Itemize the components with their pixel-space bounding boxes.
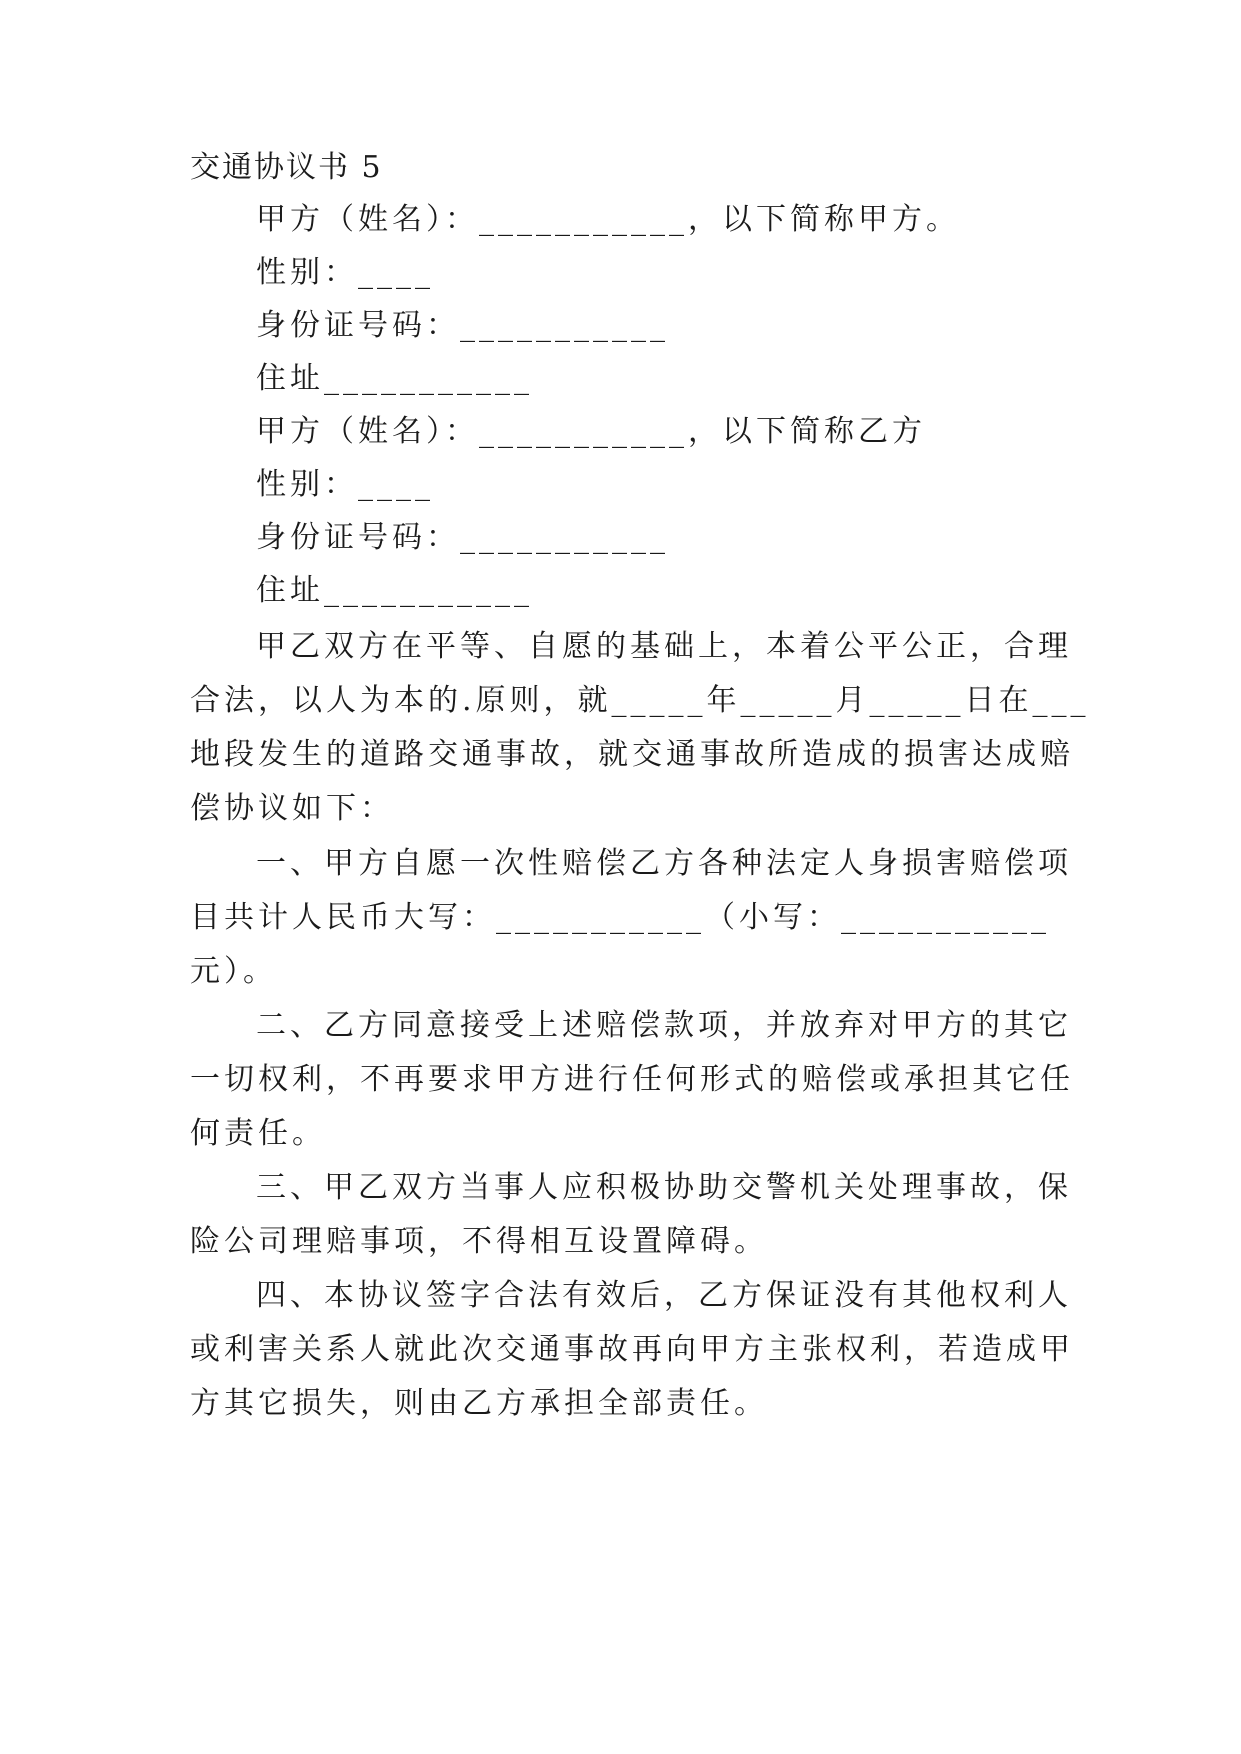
party-b-id-number: 身份证号码：___________: [256, 520, 669, 555]
clause3-line-1: 三、甲乙双方当事人应积极协助交警机关处理事故，保: [256, 1170, 1072, 1205]
clause4-line-1: 四、本协议签字合法有效后，乙方保证没有其他权利人: [256, 1278, 1072, 1313]
party-a-id-number: 身份证号码：___________: [256, 308, 669, 343]
intro-line-1: 甲乙双方在平等、自愿的基础上，本着公平公正，合理: [256, 629, 1072, 664]
party-a-address: 住址___________: [256, 361, 533, 396]
document-title: 交通协议书 5: [190, 150, 383, 185]
intro-line-4: 偿协议如下：: [190, 791, 394, 826]
intro-line-2: 合法，以人为本的.原则，就_____年_____月_____日在___: [190, 683, 1090, 718]
clause2-line-1: 二、乙方同意接受上述赔偿款项，并放弃对甲方的其它: [256, 1008, 1072, 1043]
party-b-gender: 性别：____: [256, 467, 434, 502]
intro-line-3: 地段发生的道路交通事故，就交通事故所造成的损害达成赔: [190, 737, 1074, 772]
party-a-gender: 性别：____: [256, 255, 434, 290]
clause2-line-3: 何责任。: [190, 1116, 326, 1151]
party-a-name-line: 甲方（姓名）：___________，以下简称甲方。: [256, 202, 960, 237]
clause1-line-1: 一、甲方自愿一次性赔偿乙方各种法定人身损害赔偿项: [256, 846, 1072, 881]
clause4-line-3: 方其它损失，则由乙方承担全部责任。: [190, 1386, 768, 1421]
party-b-name-line: 甲方（姓名）：___________，以下简称乙方: [256, 414, 926, 449]
clause1-line-3: 元）。: [190, 954, 277, 989]
party-b-address: 住址___________: [256, 573, 533, 608]
clause2-line-2: 一切权利，不再要求甲方进行任何形式的赔偿或承担其它任: [190, 1062, 1074, 1097]
clause4-line-2: 或利害关系人就此次交通事故再向甲方主张权利，若造成甲: [190, 1332, 1074, 1367]
clause1-line-2: 目共计人民币大写：___________（小写：___________: [190, 900, 1050, 935]
clause3-line-2: 险公司理赔事项，不得相互设置障碍。: [190, 1224, 768, 1259]
